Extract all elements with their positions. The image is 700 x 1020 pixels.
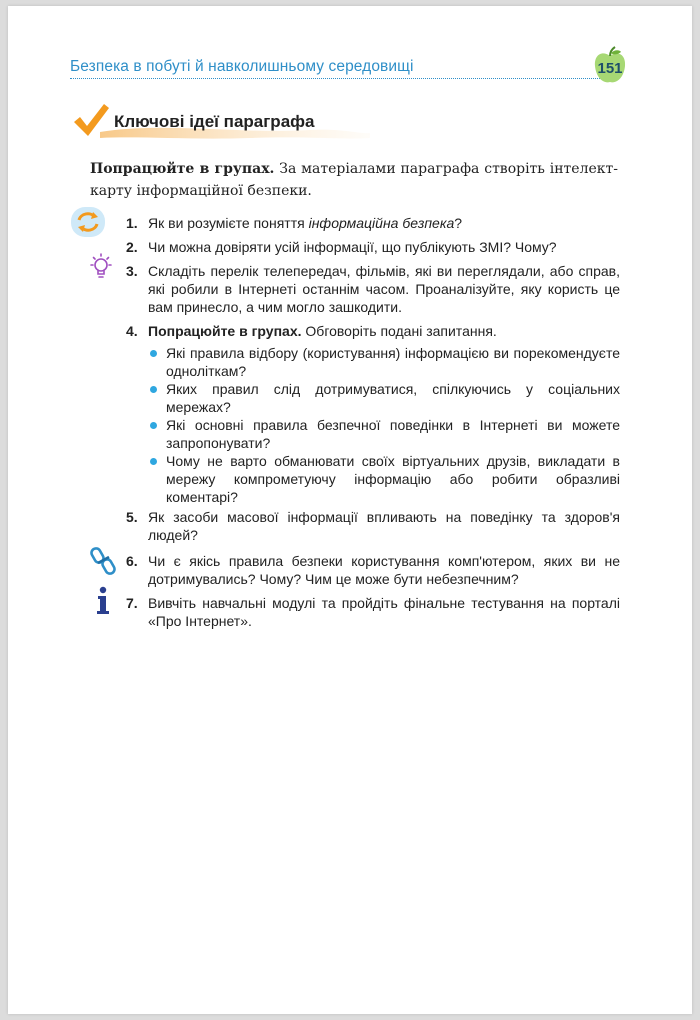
question-number: 7.	[126, 595, 138, 611]
refresh-arrows-icon	[70, 206, 106, 238]
question-2	[126, 238, 620, 256]
question-number: 1.	[126, 215, 138, 231]
section-banner	[70, 100, 370, 144]
question-5	[126, 508, 620, 544]
question-4	[126, 322, 620, 340]
header-dotted-rule	[70, 78, 606, 79]
question-number: 5.	[126, 509, 138, 525]
intro-lead: Попрацюйте в групах.	[90, 161, 275, 177]
textbook-page	[8, 6, 692, 1014]
question-1: 1. Як ви розумієте поняття інформаційна безпека?	[126, 215, 463, 231]
checkmark-icon	[70, 100, 110, 140]
list-item	[150, 380, 620, 416]
bullet-dot	[150, 422, 157, 429]
list-item	[150, 452, 620, 506]
question-text: Складіть перелік телепередач, фільмів, які ви переглядали, або справ, які робили в Інтернеті останнім часом. Проаналізуйте, яку користь це вам принесло, а чим могло зашкодити.	[148, 263, 620, 315]
info-icon	[94, 586, 112, 616]
question-7	[126, 594, 620, 630]
intro-paragraph	[90, 158, 618, 202]
bullet-text: Чому не варто обманювати своїх віртуальних друзів, викладати в мережу компрометуючу інформацію або робити образливі коментарі?	[166, 453, 620, 505]
page-number: 151	[597, 60, 623, 77]
term-italic: інформаційна безпека	[308, 215, 455, 231]
section-title: Ключові ідеї параграфа	[114, 112, 315, 131]
lightbulb-icon	[88, 252, 114, 280]
list-item	[150, 344, 620, 380]
question-6	[126, 552, 620, 588]
list-item	[150, 416, 620, 452]
question-lead: Попрацюйте в групах.	[148, 323, 302, 339]
question-number: 4.	[126, 323, 138, 339]
question-text: Як засоби масової інформації впливають на поведінку та здоров'я людей?	[148, 509, 620, 543]
bullet-text: Які правила відбору (користування) інформацією ви порекомендуєте одноліткам?	[166, 345, 620, 379]
question-number: 6.	[126, 553, 138, 569]
question-3	[126, 262, 620, 316]
bullet-text: Які основні правила безпечної поведінки в Інтернеті ви можете запропонувати?	[166, 417, 620, 451]
question-text: Чи можна довіряти усій інформації, що публікують ЗМІ? Чому?	[148, 239, 557, 255]
bullet-dot	[150, 350, 157, 357]
bullet-dot	[150, 386, 157, 393]
page-number-badge	[592, 46, 628, 86]
bullet-dot	[150, 458, 157, 465]
intro-text: За матеріалами параграфа створіть інтелект-карту інформаційної безпеки.	[90, 161, 618, 199]
bullet-text: Яких правил слід дотримуватися, спілкуючись у соціальних мережах?	[166, 381, 620, 415]
chain-link-icon	[90, 546, 116, 576]
question-number: 3.	[126, 263, 138, 279]
question-text: Чи є якісь правила безпеки користування комп'ютером, яких ви не дотримувались? Чому? Чим це може бути небезпечним?	[148, 553, 620, 587]
question-text: Вивчіть навчальні модулі та пройдіть фінальне тестування на порталі «Про Інтернет».	[148, 595, 620, 629]
question-text: Обговоріть подані запитання.	[301, 323, 497, 339]
question-number: 2.	[126, 239, 138, 255]
running-header: Безпека в побуті й навколишньому середовищі	[70, 58, 414, 75]
